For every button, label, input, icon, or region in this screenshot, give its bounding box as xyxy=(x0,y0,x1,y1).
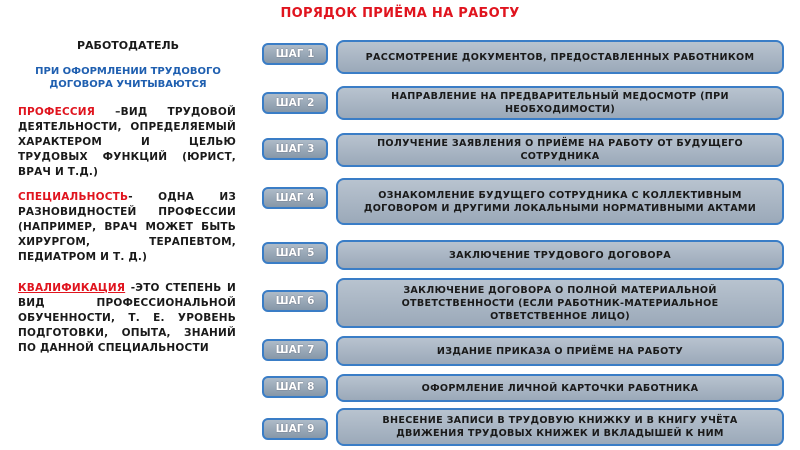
step-7-text: ИЗДАНИЕ ПРИКАЗА О ПРИЁМЕ НА РАБОТУ xyxy=(336,336,784,366)
step-5-badge: ШАГ 5 xyxy=(262,242,328,264)
profession-text: –ВИД ТРУДОВОЙ ДЕЯТЕЛЬНОСТИ, ОПРЕДЕЛЯЕМЫЙ ХАРАКТЕРОМ И ЦЕЛЬЮ ТРУДОВЫХ ФУНКЦИЙ (ЮРИСТ, ВРАЧ И Т.Д.) xyxy=(18,106,236,178)
qualification-definition xyxy=(18,281,236,356)
step-2-badge: ШАГ 2 xyxy=(262,92,328,114)
step-7-badge: ШАГ 7 xyxy=(262,339,328,361)
profession-term: ПРОФЕССИЯ xyxy=(18,106,96,118)
step-9-badge: ШАГ 9 xyxy=(262,418,328,440)
step-6-text: ЗАКЛЮЧЕНИЕ ДОГОВОРА О ПОЛНОЙ МАТЕРИАЛЬНОЙ ОТВЕТСТВЕННОСТИ (ЕСЛИ РАБОТНИК-МАТЕРИАЛЬНОЕ ОТВЕТСТВЕННОЕ ЛИЦО) xyxy=(336,278,784,328)
specialty-text: - ОДНА ИЗ РАЗНОВИДНОСТЕЙ ПРОФЕССИИ (НАПРИМЕР, ВРАЧ МОЖЕТ БЫТЬ ХИРУРГОМ, ТЕРАПЕВТОМ, ПЕДИАТРОМ И Т. Д.) xyxy=(18,191,236,263)
step-3-text: ПОЛУЧЕНИЕ ЗАЯВЛЕНИЯ О ПРИЁМЕ НА РАБОТУ ОТ БУДУЩЕГО СОТРУДНИКА xyxy=(336,133,784,167)
qualification-term: КВАЛИФИКАЦИЯ xyxy=(18,282,126,294)
step-5-text: ЗАКЛЮЧЕНИЕ ТРУДОВОГО ДОГОВОРА xyxy=(336,240,784,270)
step-4-badge: ШАГ 4 xyxy=(262,187,328,209)
left-panel xyxy=(18,38,236,356)
step-8-badge: ШАГ 8 xyxy=(262,376,328,398)
step-6-badge: ШАГ 6 xyxy=(262,290,328,312)
employer-heading: РАБОТОДАТЕЛЬ xyxy=(76,39,179,52)
specialty-definition xyxy=(18,190,236,265)
qualification-text: -ЭТО СТЕПЕНЬ И ВИД ПРОФЕССИОНАЛЬНОЙ ОБУЧЕННОСТИ, Т. Е. УРОВЕНЬ ПОДГОТОВКИ, ОПЫТА, ЗНАНИЙ ПО ДАННОЙ СПЕЦИАЛЬНОСТИ xyxy=(18,282,236,354)
specialty-term: СПЕЦИАЛЬНОСТЬ xyxy=(18,191,129,203)
step-9-text: ВНЕСЕНИЕ ЗАПИСИ В ТРУДОВУЮ КНИЖКУ И В КНИГУ УЧЁТА ДВИЖЕНИЯ ТРУДОВЫХ КНИЖЕК И ВКЛАДЫШЕЙ К НИМ xyxy=(336,408,784,446)
step-1-text: РАССМОТРЕНИЕ ДОКУМЕНТОВ, ПРЕДОСТАВЛЕННЫХ РАБОТНИКОМ xyxy=(336,40,784,74)
step-8-text: ОФОРМЛЕНИЕ ЛИЧНОЙ КАРТОЧКИ РАБОТНИКА xyxy=(336,374,784,402)
step-4-text: ОЗНАКОМЛЕНИЕ БУДУЩЕГО СОТРУДНИКА С КОЛЛЕКТИВНЫМ ДОГОВОРОМ И ДРУГИМИ ЛОКАЛЬНЫМИ НОРМАТИВНЫМИ АКТАМИ xyxy=(336,178,784,225)
step-3-badge: ШАГ 3 xyxy=(262,138,328,160)
step-1-badge: ШАГ 1 xyxy=(262,43,328,65)
page-title: ПОРЯДОК ПРИЁМА НА РАБОТУ xyxy=(280,6,520,21)
considerations-subheading: ПРИ ОФОРМЛЕНИИ ТРУДОВОГО ДОГОВОРА УЧИТЫВАЮТСЯ xyxy=(35,66,221,90)
step-2-text: НАПРАВЛЕНИЕ НА ПРЕДВАРИТЕЛЬНЫЙ МЕДОСМОТР (ПРИ НЕОБХОДИМОСТИ) xyxy=(336,86,784,120)
profession-definition xyxy=(18,105,236,180)
